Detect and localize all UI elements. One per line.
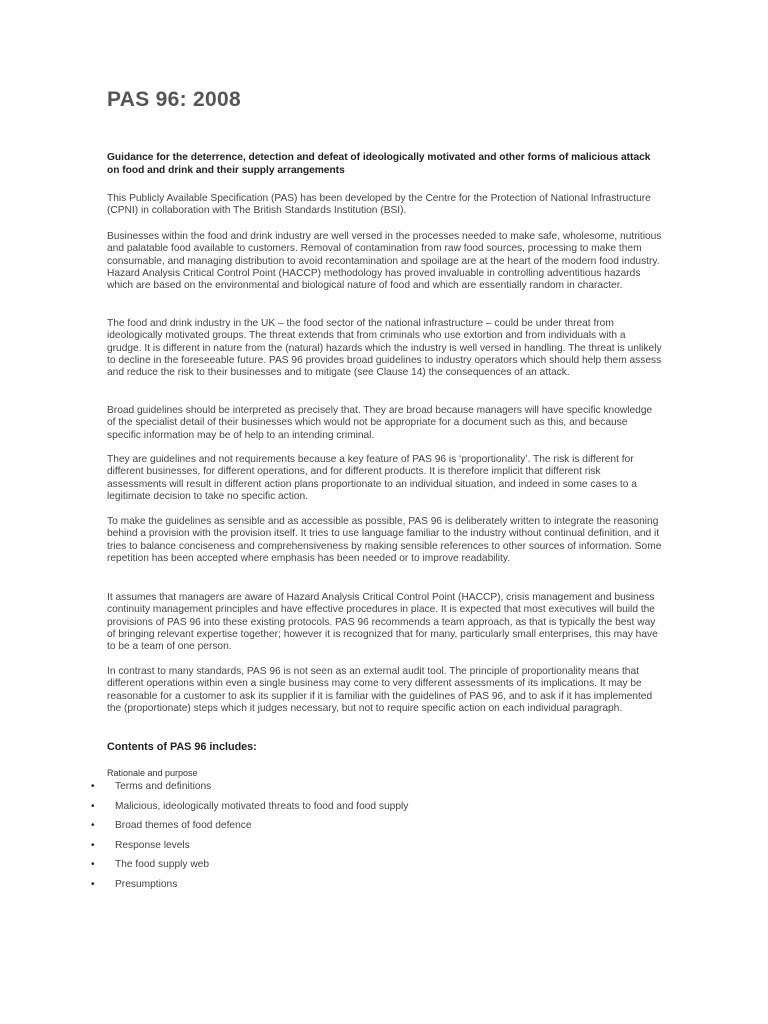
contents-subheading: Rationale and purpose	[107, 768, 198, 778]
bullet-icon: •	[91, 781, 95, 792]
bullet-icon: •	[91, 820, 95, 832]
paragraph-proportionality: They are guidelines and not requirements because a key feature of PAS 96 is ‘proportionality’. The risk is different for different businesses, for different operations, and for different products. It is therefore implicit that different risk assessments will result in different action plans proportionate to an individual situation, and indeed in some cases to a legitimate decision to take no specific action.	[107, 454, 637, 502]
list-item	[91, 858, 491, 878]
list-item-text: Malicious, ideologically motivated threats to food and food supply	[115, 800, 409, 812]
list-item	[91, 878, 491, 898]
contents-list	[91, 780, 491, 898]
document-title: PAS 96: 2008	[107, 88, 241, 111]
paragraph-accessibility: To make the guidelines as sensible and as accessible as possible, PAS 96 is deliberately written to integrate the reasoning behind a provision with the provision itself. It tries to use language familiar to the industry without continual definition, and it tries to balance conciseness and comprehensiveness by making sensible references to other sources of information. Some repetition has been accepted where emphasis has been needed or to improve readability.	[107, 516, 662, 564]
list-item	[91, 839, 491, 859]
list-item-text: Broad themes of food defence	[115, 820, 252, 832]
list-item-text: The food supply web	[115, 859, 210, 871]
list-item-text: Response levels	[115, 839, 190, 851]
contents-heading: Contents of PAS 96 includes:	[107, 741, 257, 753]
list-item-text: Presumptions	[115, 878, 178, 890]
list-item	[91, 780, 491, 800]
bullet-icon: •	[91, 800, 95, 812]
bullet-icon: •	[91, 839, 95, 851]
list-item	[91, 800, 491, 820]
paragraph-industry: Businesses within the food and drink industry are well versed in the processes needed to make safe, wholesome, nutritious and palatable food available to customers. Removal of contamination from raw food sources, processing to make them consumable, and managing distribution to avoid recontamination and spoilage are at the heart of the modern food industry. Hazard Analysis Critical Control Point (HACCP) methodology has proved invaluable in controlling adventitious hazards which are based on the environmental and biological nature of food and which are essentially random in character.	[107, 231, 662, 292]
bullet-icon: •	[91, 878, 95, 890]
document-subtitle: Guidance for the deterrence, detection and defeat of ideologically motivated and other forms of malicious attack on food and drink and their supply arrangements	[107, 152, 651, 176]
paragraph-broad-guidelines: Broad guidelines should be interpreted as precisely that. They are broad because managers will have specific knowledge of the specialist detail of their businesses which would not be appropriate for a document such as this, and because specific information may be of help to an intending criminal.	[107, 405, 653, 441]
paragraph-intro: This Publicly Available Specification (PAS) has been developed by the Centre for the Protection of National Infrastructure (CPNI) in collaboration with The British Standards Institution (BSI).	[107, 193, 651, 217]
list-item	[91, 819, 491, 839]
list-item-text: Terms and definitions	[115, 781, 212, 792]
paragraph-audit: In contrast to many standards, PAS 96 is not seen as an external audit tool. The principle of proportionality means that different operations within even a single business may come to very different assessments of its implications. It may be reasonable for a customer to ask its supplier if it is familiar with the guidelines of PAS 96, and to ask if it has implemented the (proportionate) steps which it judges necessary, but not to require specific action on each individual paragraph.	[107, 666, 653, 714]
bullet-icon: •	[91, 859, 95, 871]
paragraph-assumptions: It assumes that managers are aware of Hazard Analysis Critical Control Point (HACCP), crisis management and business continuity management principles and have effective procedures in place. It is expected that most executives will build the provisions of PAS 96 into these existing protocols. PAS 96 recommends a team approach, as that is typically the best way of bringing relevant expertise together; however it is recognized that for many, particularly small enterprises, this may have to be a team of one person.	[107, 592, 658, 653]
paragraph-threat: The food and drink industry in the UK – the food sector of the national infrastructure – could be under threat from ideologically motivated groups. The threat extends that from criminals who use extortion and from individuals with a grudge. It is different in nature from the (natural) hazards which the industry is well versed in handling. The threat is unlikely to decline in the foreseeable future. PAS 96 provides broad guidelines to industry operators which should help them assess and reduce the risk to their businesses and to mitigate (see Clause 14) the consequences of an attack.	[107, 318, 662, 379]
